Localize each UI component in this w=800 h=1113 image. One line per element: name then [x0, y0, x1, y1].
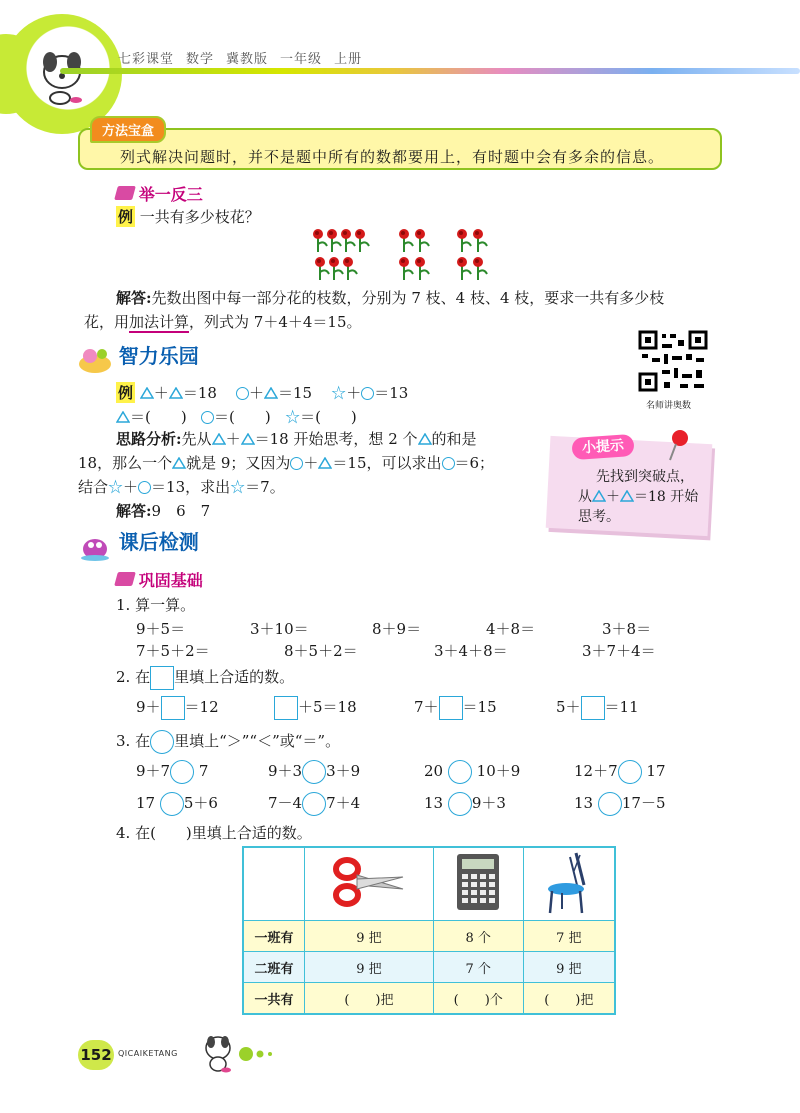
compare-item [136, 760, 208, 784]
tip-line1: 先找到突破点， [596, 469, 694, 485]
table-cell: 9 把 [523, 952, 615, 983]
tip-line3: 思考。 [578, 509, 620, 525]
tip-title: 小提示 [571, 434, 634, 460]
answer-blank[interactable]: ＝( ) [214, 408, 271, 426]
star-icon: ☆ [230, 478, 246, 496]
qr-code-icon[interactable] [638, 330, 708, 392]
compare-item [574, 792, 666, 816]
table-cell: 7 个 [433, 952, 523, 983]
square-blank[interactable] [581, 696, 605, 720]
tip-line2: 从 ＋ ＝18 开始 [578, 489, 699, 505]
series-title: 七彩课堂 [118, 52, 175, 67]
triangle-icon [418, 433, 432, 445]
table-cell: 9 把 [305, 921, 434, 952]
zhili-equations: 例 ＋ ＝18 ＋ ＝15 ☆＋ ＝13 [118, 384, 409, 402]
section-zhili [76, 340, 199, 374]
circle-blank[interactable] [170, 760, 194, 784]
compare-item [574, 760, 666, 784]
answer-label: 解答: [116, 502, 152, 520]
footer-mascot-icon [198, 1030, 288, 1074]
answer-blank[interactable]: ＝( ) [130, 408, 187, 426]
q1-title: 1. 算一算。 [116, 596, 196, 614]
table-corner [243, 847, 305, 921]
analysis-label: 思路分析: [116, 430, 182, 448]
question-text: 里填上合适的数。 [174, 668, 295, 686]
compare-left: 9＋7 [136, 762, 171, 780]
star-icon: ☆ [108, 478, 124, 496]
table-cell: 8 个 [433, 921, 523, 952]
calc-item: 3＋10＝ [250, 620, 309, 638]
circle-icon [236, 387, 249, 400]
section-title: 智力乐园 [118, 344, 199, 368]
roses-figure [310, 226, 500, 284]
q4-title: 4. 在( )里填上合适的数。 [116, 824, 312, 842]
compare-item [268, 760, 360, 784]
q2-item [556, 696, 639, 720]
compare-item [424, 792, 506, 816]
subsection-juyifansan [116, 182, 203, 205]
analysis-line3: 结合☆＋ ＝13，求出☆＝7。 [78, 478, 285, 496]
answer-cell[interactable]: ( )把 [523, 983, 615, 1015]
equation-text: ＝18 [182, 384, 217, 402]
example-label: 例 [118, 208, 134, 226]
count-table [242, 846, 616, 1015]
section-title: 课后检测 [118, 530, 199, 554]
compare-item [136, 792, 218, 816]
compare-right: 10＋9 [476, 762, 521, 780]
compare-item [268, 792, 360, 816]
circle-icon [290, 457, 303, 470]
header-stripe [60, 68, 800, 74]
analysis-text: 结合 [78, 478, 109, 496]
answer-blank[interactable]: ＝( ) [300, 408, 357, 426]
analysis-text: ＝18 开始思考，想 2 个 [254, 430, 418, 448]
calc-item: 9＋5＝ [136, 620, 186, 638]
circle-icon [201, 411, 214, 424]
square-blank[interactable] [161, 696, 185, 720]
q2-text: ＝11 [604, 698, 639, 716]
q2-text: ＋5＝18 [298, 698, 357, 716]
calc-item: 7＋5＋2＝ [136, 642, 210, 660]
table-row [243, 921, 615, 952]
key-phrase: 加法计算 [129, 313, 190, 331]
answer-label: 解答: [116, 289, 152, 307]
compare-item [424, 760, 520, 784]
qr-caption: 名师讲奥数 [646, 401, 692, 411]
analysis-text: ＝13，求出 [151, 478, 231, 496]
analysis-text: ＝6； [454, 454, 495, 472]
compare-left: 9＋3 [268, 762, 303, 780]
triangle-icon [241, 433, 255, 445]
calculator-cell [433, 847, 523, 921]
zhili-answer [116, 500, 210, 521]
method-tag: 方法宝盒 [90, 116, 166, 143]
compare-right: 9＋3 [471, 794, 506, 812]
circle-blank[interactable] [598, 792, 622, 816]
subsection-gonggu [116, 568, 203, 591]
grade: 一年级 [280, 52, 323, 67]
row-header: 一班有 [243, 921, 305, 952]
tip-text: ＝18 开始 [634, 489, 699, 505]
qr-code[interactable] [638, 330, 708, 396]
triangle-icon [140, 387, 154, 399]
circle-blank[interactable] [448, 792, 472, 816]
q3-row1 [136, 760, 696, 786]
folder-icon [114, 186, 136, 200]
folder-icon [114, 572, 136, 586]
triangle-icon [212, 433, 226, 445]
question-text: 一共有多少枝花？ [139, 208, 260, 226]
calc-item: 3＋4＋8＝ [434, 642, 508, 660]
triangle-icon [318, 457, 332, 469]
circle-blank[interactable] [160, 792, 184, 816]
analysis-text: 18，那么一个 [78, 454, 173, 472]
compare-right: 7＋4 [326, 794, 361, 812]
rose-group-2 [399, 229, 429, 280]
circle-blank [150, 730, 174, 754]
q2-item [414, 696, 497, 720]
compare-right: 17－5 [621, 794, 666, 812]
analysis-text: 就是 9；又因为 [186, 454, 291, 472]
table-image-row [243, 847, 615, 921]
triangle-icon [264, 387, 278, 399]
q2-text: 9＋ [136, 698, 161, 716]
example1-answer-line1 [116, 287, 664, 308]
rose-group-3 [457, 229, 487, 280]
square-blank[interactable] [274, 696, 298, 720]
analysis-text: 先从 [181, 430, 212, 448]
answer-text: ，列式为 7＋4＋4＝15。 [189, 313, 362, 331]
example1-answer-line2 [84, 311, 362, 332]
square-blank[interactable] [439, 696, 463, 720]
compare-left: 12＋7 [574, 762, 618, 780]
circle-icon [361, 387, 374, 400]
star-icon: ☆ [285, 408, 301, 426]
q2-title [116, 666, 294, 690]
triangle-icon [169, 387, 183, 399]
volume: 上册 [334, 52, 363, 67]
calc-item: 3＋8＝ [602, 620, 652, 638]
equation-text: ＝13 [374, 384, 409, 402]
triangle-icon [592, 490, 606, 502]
question-text: 2. 在 [116, 668, 151, 686]
puzzle-mascot-icon [76, 344, 114, 374]
table-cell: 9 把 [305, 952, 434, 983]
zhili-blanks [116, 406, 357, 427]
q2-items [136, 696, 696, 722]
circle-blank[interactable] [302, 760, 326, 784]
answer-cell[interactable]: ( )把 [305, 983, 434, 1015]
q3-row2 [136, 792, 696, 818]
q2-item [274, 696, 357, 720]
subsection-title: 举一反三 [138, 185, 203, 204]
table-row [243, 952, 615, 983]
triangle-icon [172, 457, 186, 469]
question-text: 3. 在 [116, 732, 151, 750]
q2-item [136, 696, 219, 720]
q2-text: 5＋ [556, 698, 581, 716]
tip-text: 从 [578, 489, 592, 505]
method-text: 列式解决问题时，并不是题中所有的数都要用上，有时题中会有多余的信息。 [120, 148, 665, 166]
page-number: 152 [78, 1040, 114, 1070]
compare-right: 3＋9 [326, 762, 361, 780]
table-cell: 7 把 [523, 921, 615, 952]
compare-left: 13 [574, 794, 594, 812]
equation-text: ＝15 [278, 384, 313, 402]
rose-group-1 [313, 229, 369, 280]
edition: 冀教版 [226, 52, 269, 67]
calc-item: 3＋7＋4＝ [582, 642, 656, 660]
compare-right: 17 [646, 762, 666, 780]
chair-cell [523, 847, 615, 921]
square-blank [150, 666, 174, 690]
chair-icon [544, 849, 594, 915]
q3-title [116, 730, 340, 754]
circle-icon [138, 481, 151, 494]
question-text: 里填上“＞”“＜”或“＝”。 [174, 732, 341, 750]
triangle-icon [116, 411, 130, 423]
table-row [243, 983, 615, 1015]
analysis-text: 的和是 [431, 430, 477, 448]
circle-blank[interactable] [302, 792, 326, 816]
q2-text: ＝12 [184, 698, 219, 716]
q2-text: 7＋ [414, 698, 439, 716]
analysis-text: ＝15，可以求出 [332, 454, 442, 472]
row-header: 二班有 [243, 952, 305, 983]
compare-left: 7－4 [268, 794, 303, 812]
compare-left: 17 [136, 794, 156, 812]
circle-icon [442, 457, 455, 470]
example-label: 例 [118, 384, 134, 402]
calc-item: 8＋9＝ [372, 620, 422, 638]
example1-question [116, 206, 260, 227]
scissors-icon [333, 855, 405, 909]
compare-left: 13 [424, 794, 444, 812]
compare-right: 7 [198, 762, 209, 780]
pushpin-icon [664, 428, 694, 464]
calc-item: 8＋5＋2＝ [284, 642, 358, 660]
answer-cell[interactable]: ( )个 [433, 983, 523, 1015]
answer-text: 9 6 7 [151, 502, 211, 520]
header-title [118, 48, 374, 67]
scissors-cell [305, 847, 434, 921]
circle-blank[interactable] [448, 760, 472, 784]
star-icon: ☆ [331, 384, 347, 402]
calc-item: 4＋8＝ [486, 620, 536, 638]
analysis-line2: 18，那么一个 就是 9；又因为 ＋ ＝15，可以求出 ＝6； [78, 454, 495, 472]
circle-blank[interactable] [618, 760, 642, 784]
subject: 数学 [186, 52, 215, 67]
answer-text: 花，用 [84, 313, 130, 331]
row-header: 一共有 [243, 983, 305, 1015]
subsection-title: 巩固基础 [138, 571, 203, 590]
section-homework [76, 526, 199, 561]
compare-left: 20 [424, 762, 444, 780]
footer-brand: QICAIKETANG [118, 1049, 178, 1058]
compare-right: 5＋6 [183, 794, 218, 812]
triangle-icon [620, 490, 634, 502]
calculator-icon [455, 852, 501, 912]
mascot-bug-icon [76, 529, 114, 561]
answer-text: 先数出图中每一部分花的枝数，分别为 7 枝、4 枝、4 枝，要求一共有多少枝 [151, 289, 665, 307]
analysis-text: ＝7。 [245, 478, 285, 496]
q2-text: ＝15 [462, 698, 497, 716]
analysis-line1: 思路分析:先从 ＋ ＝18 开始思考，想 2 个 的和是 [116, 430, 477, 448]
